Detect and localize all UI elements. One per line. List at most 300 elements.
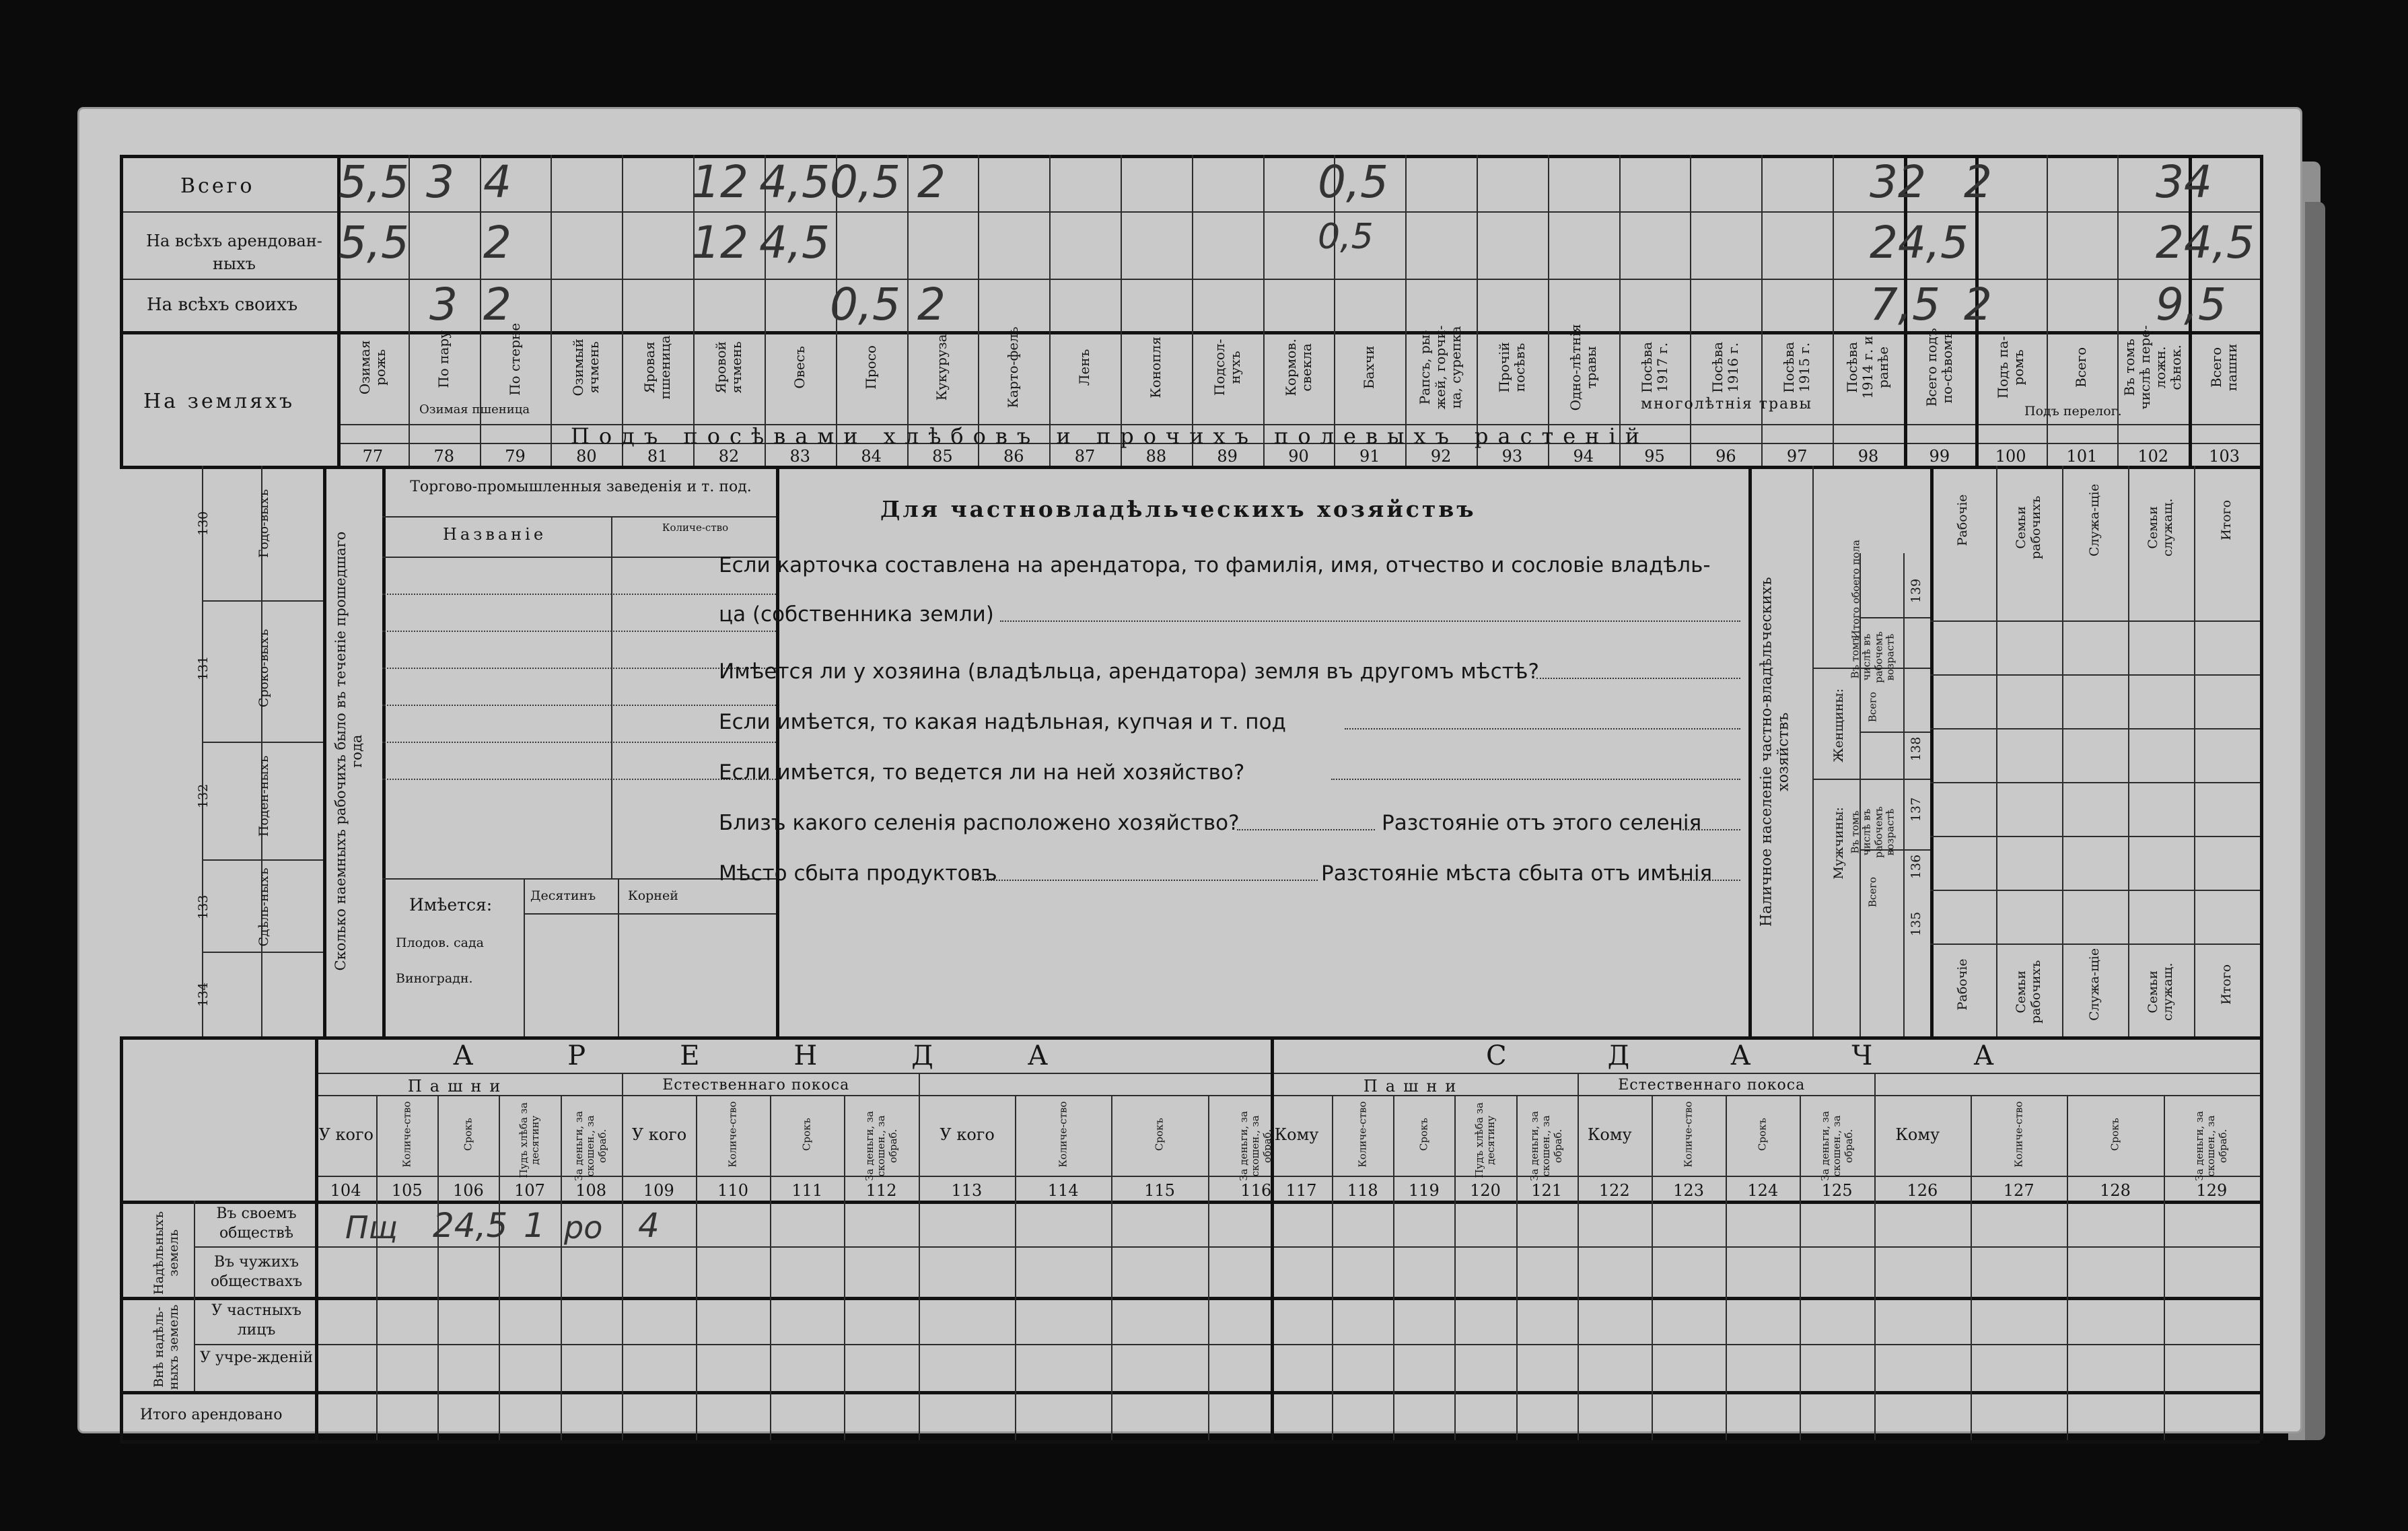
crop-col-divider <box>1192 155 1193 466</box>
bottom-col-num: 111 <box>791 1181 823 1200</box>
mid-col-num-132: 132 <box>196 783 211 809</box>
bottom-col-num: 105 <box>391 1181 423 1200</box>
hw-total-82: 12 <box>692 156 748 208</box>
bottom-col-header: Срокъ <box>462 1118 474 1151</box>
pop-right-row <box>1996 620 2062 622</box>
pop-num-139: 139 <box>1909 578 1924 604</box>
pop-right-row <box>2194 620 2260 622</box>
bottom-sec-divider <box>1874 1073 1876 1440</box>
private-line-7b: Разстоянiе мѣста сбыта отъ имѣнiя <box>1321 861 1713 886</box>
mid-left-col-4 <box>382 466 386 1036</box>
bottom-col-header: Кому <box>1895 1125 1940 1144</box>
pop-right-label-top: Служа-щiе <box>2087 483 2102 557</box>
crop-col-num: 83 <box>789 447 811 466</box>
crop-col-label: Бахчи <box>1361 345 1378 390</box>
crop-col-divider <box>622 155 623 466</box>
trade-title: Торгово-промышленныя заведенiя и т. под. <box>410 478 752 495</box>
pop-right-row <box>2062 782 2128 783</box>
pop-left-border <box>1748 466 1752 1036</box>
bottom-col-header: У кого <box>318 1125 374 1144</box>
pop-col-1 <box>1812 466 1814 1036</box>
bottom-col-num: 125 <box>1821 1181 1853 1200</box>
private-line-7a: Мѣсто сбыта продуктовъ <box>719 861 997 886</box>
pop-right-label-top: Итого <box>2219 499 2234 540</box>
crop-col-num: 98 <box>1857 447 1879 466</box>
bottom-col-header: У кого <box>631 1125 687 1144</box>
crop-col-label: Всего пашни <box>2208 343 2240 392</box>
under-sowing-caption: Подъ посѣвами хлѣбовъ и прочихъ полевыхъ растенiй <box>571 423 1650 449</box>
fill-land-type[interactable] <box>1345 728 1740 729</box>
crop-col-num: 77 <box>362 447 384 466</box>
pop-right-row <box>2194 782 2260 783</box>
crop-col-num: 86 <box>1003 447 1024 466</box>
mid-left-row-2 <box>202 742 323 743</box>
bottom-col-divider <box>1015 1095 1016 1440</box>
bottom-col-num: 119 <box>1408 1181 1440 1200</box>
orchard-head-line <box>524 913 776 915</box>
bottom-col-divider <box>1393 1095 1394 1440</box>
bottom-col-header: Пудъ хлѣба за десятину <box>517 1102 541 1178</box>
pop-right-row <box>2194 943 2260 945</box>
paper-stack-edge-dark <box>2305 202 2325 1440</box>
pop-col-3 <box>1903 553 1905 1036</box>
fill-farming[interactable] <box>1331 779 1740 780</box>
crop-col-divider <box>907 155 909 466</box>
pop-right-row <box>2062 890 2128 891</box>
pop-women-label: Женщины: <box>1831 688 1847 762</box>
fill-village-dist[interactable] <box>1680 829 1740 830</box>
hw-own-84: 0,5 <box>830 279 900 330</box>
bottom-row-3 <box>194 1344 2260 1345</box>
bottom-col-divider <box>437 1095 439 1440</box>
pop-right-label-bottom: Семьи рабочихъ <box>2014 960 2043 1024</box>
bottom-col-header: Пудъ хлѣба за десятину <box>1473 1102 1497 1178</box>
pop-right-divider <box>2062 466 2063 1036</box>
trade-row-3 <box>382 668 776 669</box>
crop-col-label: Озимый ячмень <box>570 339 602 396</box>
crop-col-label: Кормов. свекла <box>1282 339 1314 396</box>
crop-col-label: По пару <box>435 330 452 388</box>
fill-other-land[interactable] <box>1536 678 1740 679</box>
hw-lease-from: Пщ <box>345 1209 398 1246</box>
bottom-row-4 <box>120 1391 2260 1394</box>
right-border <box>2260 155 2263 1184</box>
perennial-caption: многолѣтнiя травы <box>1641 396 1813 413</box>
row-label-on-lands: На земляхъ <box>143 390 295 413</box>
bottom-sec-divider <box>919 1073 920 1440</box>
crop-col-label: Посѣва 1916 г. <box>1709 341 1742 393</box>
bottom-col-divider <box>1332 1095 1333 1440</box>
trade-row-5 <box>382 742 776 743</box>
crop-col-divider <box>2117 155 2119 466</box>
bottom-col-num: 120 <box>1470 1181 1501 1200</box>
row-label-total: Всего <box>180 174 255 198</box>
pop-right-row <box>2194 836 2260 837</box>
hw-total-84: 0,5 <box>830 156 900 208</box>
crop-col-label: Всего подъ по-сѣвомъ <box>1923 328 1955 407</box>
trade-name-header: Названiе <box>443 525 547 544</box>
crop-col-divider <box>1405 155 1407 466</box>
crop-col-num: 88 <box>1145 447 1167 466</box>
crop-col-num: 90 <box>1288 447 1309 466</box>
mid-left-row-4 <box>202 952 323 953</box>
bottom-col-header: За деньги, за скошен., за обраб. <box>2193 1110 2229 1181</box>
bottom-col-header: Количе-ство <box>2012 1101 2025 1168</box>
crop-col-divider <box>1548 155 1549 466</box>
pop-right-row <box>1930 782 1996 783</box>
pop-right-row <box>1930 674 1996 676</box>
pop-right-row <box>1930 620 1996 622</box>
bottom-sec-estest: Естественнаго покоса <box>1618 1077 1806 1094</box>
private-line-6b: Разстоянiе отъ этого селенiя <box>1382 811 1702 835</box>
hw-total-99: 32 <box>1870 156 1926 208</box>
hw-rented-79: 2 <box>483 217 511 269</box>
bottom-col-header: За деньги, за скошен., за обраб. <box>863 1110 899 1181</box>
crop-col-label: Одно-лѣтнiя травы <box>1567 324 1599 411</box>
row-other-society: Въ чужихъ обществахъ <box>210 1254 303 1290</box>
pop-right-row <box>2128 890 2194 891</box>
hw-rented-77: 5,5 <box>339 217 409 269</box>
crop-col-divider <box>1690 155 1691 466</box>
pop-right-row <box>2128 728 2194 729</box>
crop-col-num: 78 <box>433 447 454 466</box>
pop-men-label: Мужчины: <box>1831 807 1847 880</box>
bottom-sec-divider <box>622 1073 623 1440</box>
pop-right-row <box>2062 943 2128 945</box>
private-line-2: ца (собственника земли) <box>719 602 994 627</box>
crop-col-divider <box>1263 155 1265 466</box>
bottom-row-2 <box>120 1297 2260 1300</box>
top-section-bottom <box>120 466 2260 469</box>
bottom-col-divider <box>844 1095 845 1440</box>
bottom-col-divider <box>1208 1095 1209 1440</box>
bottom-col-num: 123 <box>1673 1181 1704 1200</box>
bottom-col-divider <box>1516 1095 1518 1440</box>
bottom-col-num: 128 <box>2100 1181 2131 1200</box>
bottom-col-header: Количе-ство <box>1682 1101 1695 1168</box>
crop-col-label: Подсол-нухъ <box>1211 339 1243 396</box>
pop-right-row <box>2128 674 2194 676</box>
pop-men-working: Въ томъ числѣ въ рабочемъ возрастѣ <box>1849 806 1897 858</box>
pop-right-row <box>1930 943 1996 945</box>
bottom-col-header: Срокъ <box>800 1118 813 1151</box>
crop-col-num: 101 <box>2066 447 2098 466</box>
row-own-society: Въ своемъ обществѣ <box>216 1205 297 1242</box>
row-label-own: На всѣхъ своихъ <box>147 295 298 315</box>
pop-right-row <box>2062 728 2128 729</box>
crop-col-label: Подъ па-ромъ <box>1994 336 2026 399</box>
bottom-col-header: Количе-ство <box>1057 1101 1069 1168</box>
crop-col-divider <box>2047 155 2048 466</box>
trade-qty-header: Количе-ство <box>662 522 729 534</box>
hw-lease-qty: 24,5 <box>433 1206 508 1245</box>
hw-lease-term: 1 <box>524 1206 545 1245</box>
bottom-col-divider <box>770 1095 771 1440</box>
mid-col-label-130: Годо-выхъ <box>256 489 272 559</box>
bottom-col-divider <box>2164 1095 2165 1440</box>
mid-col-num-134: 134 <box>196 982 211 1007</box>
crop-col-label: Посѣва 1917 г. <box>1638 341 1670 393</box>
bottom-head-2 <box>315 1095 2260 1096</box>
orchard-label: Плодов. сада <box>396 935 484 950</box>
pop-right-row <box>1930 728 1996 729</box>
arenda-header: АРЕНДА <box>453 1040 1143 1071</box>
pop-right-row <box>2062 674 2128 676</box>
crop-col-label: Ленъ <box>1076 349 1093 386</box>
bottom-col-num: 126 <box>1907 1181 1938 1200</box>
row-divider-1 <box>120 211 2260 213</box>
bottom-col-num: 129 <box>2196 1181 2228 1200</box>
population-title: Наличное населенiе частно-владѣльческихъ хозяйствъ <box>1758 577 1792 927</box>
bottom-col-header: Срокъ <box>1417 1118 1430 1151</box>
crop-col-num: 85 <box>932 447 953 466</box>
pop-num-137: 137 <box>1909 797 1924 822</box>
pop-right-label-bottom: Служа-щiе <box>2087 948 2102 1021</box>
crop-col-divider <box>480 155 481 466</box>
row-label-rented: На всѣхъ арендован-ныхъ <box>146 232 322 273</box>
orchard-has-label: Имѣется: <box>409 895 493 915</box>
hw-total-78: 3 <box>426 156 454 208</box>
pop-right-divider <box>2128 466 2129 1036</box>
crop-col-label: Посѣва 1914 г. и ранѣе <box>1844 336 1892 399</box>
fill-market-dist[interactable] <box>1680 880 1740 881</box>
private-line-1: Если карточка составлена на арендатора, то фамилiя, имя, отчество и сословiе владѣль- <box>719 553 1711 577</box>
private-line-5: Если имѣется, то ведется ли на ней хозяйство? <box>719 760 1245 785</box>
crop-col-num: 100 <box>1995 447 2026 466</box>
pop-right-label-bottom: Семьи служащ. <box>2146 962 2175 1022</box>
trade-row-4 <box>382 705 776 706</box>
crop-col-num: 91 <box>1359 447 1380 466</box>
crop-col-num: 99 <box>1929 447 1950 466</box>
bottom-col-num: 118 <box>1347 1181 1378 1200</box>
bottom-group-col <box>194 1201 195 1391</box>
bottom-col-header: За деньги, за скошен., за обраб. <box>1818 1110 1855 1181</box>
pop-overall: Итого обоего пола <box>1849 540 1862 639</box>
crop-col-num: 96 <box>1715 447 1736 466</box>
mid-col-label-131: Сроко-выхъ <box>256 629 272 708</box>
crop-col-divider <box>551 155 552 466</box>
hw-own-85: 2 <box>917 279 946 330</box>
mid-left-row-1 <box>202 600 323 602</box>
bottom-col-header: У кого <box>940 1125 995 1144</box>
bottom-sec-estest: Естественнаго покоса <box>662 1077 850 1094</box>
fallow-caption: Подъ перелог. <box>2024 404 2122 419</box>
hw-rented-103: 24,5 <box>2156 217 2255 269</box>
crop-col-num: 87 <box>1074 447 1096 466</box>
pop-right-row <box>2128 782 2194 783</box>
bottom-col-num: 112 <box>865 1181 897 1200</box>
crop-col-num: 79 <box>505 447 526 466</box>
crop-col-num: 97 <box>1786 447 1808 466</box>
bottom-col-divider <box>561 1095 562 1440</box>
hw-lease-money: 4 <box>638 1206 660 1245</box>
bottom-col-header: Срокъ <box>1153 1118 1166 1151</box>
pop-row-4 <box>1812 779 1930 780</box>
trade-qty-col <box>611 516 612 878</box>
crop-col-num: 89 <box>1217 447 1238 466</box>
bottom-data-top <box>120 1201 2260 1204</box>
pop-right-row <box>2128 620 2194 622</box>
bottom-sec-divider <box>1271 1036 1274 1440</box>
fill-village[interactable] <box>1237 829 1375 830</box>
hw-rented-91: 0,5 <box>1318 217 1374 257</box>
hw-rented-99: 24,5 <box>1870 217 1969 269</box>
crop-col-num: 94 <box>1573 447 1594 466</box>
pop-women-working: Въ томъ числѣ въ рабочемъ возрастѣ <box>1849 631 1897 683</box>
hw-own-103: 9,5 <box>2156 279 2226 330</box>
crop-col-divider <box>1761 155 1763 466</box>
bottom-col-header: Срокъ <box>2109 1118 2121 1151</box>
winter-wheat-caption: Озимая пшеница <box>419 402 530 417</box>
private-line-6a: Близъ какого селенiя расположено хозяйство? <box>719 811 1240 835</box>
crop-col-divider <box>1833 155 1834 466</box>
pop-right-row <box>2194 890 2260 891</box>
row-total-rented: Итого арендовано <box>140 1407 283 1423</box>
bottom-sec-divider <box>315 1036 318 1440</box>
crop-col-num: 93 <box>1501 447 1523 466</box>
pop-right-row <box>2128 943 2194 945</box>
bottom-col-divider <box>376 1095 378 1440</box>
crop-col-label: Конопля <box>1147 336 1164 398</box>
mid-col-num-131: 131 <box>196 655 211 681</box>
bottom-col-divider <box>1111 1095 1112 1440</box>
bottom-col-header: За деньги, за скошен., за обраб. <box>573 1110 608 1181</box>
bottom-row-1 <box>194 1246 2260 1248</box>
pop-right-row <box>1996 674 2062 676</box>
crop-col-label: Яровая пшеница <box>641 335 674 400</box>
crop-col-label: По стерне <box>507 322 524 396</box>
bottom-col-num: 104 <box>330 1181 361 1200</box>
bottom-col-num: 106 <box>452 1181 484 1200</box>
pop-right-row <box>1996 836 2062 837</box>
crop-col-label: Въ томъ числѣ пере-ложн. сѣнок. <box>2121 325 2185 410</box>
mid-col-label-132: Поден-ныхъ <box>256 755 272 837</box>
bottom-col-divider <box>2067 1095 2068 1440</box>
crop-col-divider <box>1619 155 1621 466</box>
crop-col-divider <box>1121 155 1122 466</box>
trade-row-6 <box>382 779 776 780</box>
bottom-col-num: 121 <box>1531 1181 1563 1200</box>
pop-men-total: Всего <box>1866 877 1879 908</box>
vne-group-label: Внѣ надѣль-ныхъ земель <box>151 1304 181 1390</box>
bottom-col-header: Срокъ <box>1756 1118 1769 1151</box>
pop-row-1 <box>1860 617 1930 618</box>
row-private-persons: У частныхъ лицъ <box>211 1302 302 1339</box>
bottom-col-num: 108 <box>575 1181 607 1200</box>
pop-women-total: Всего <box>1866 692 1879 723</box>
pop-right-row <box>1996 782 2062 783</box>
pop-num-136: 136 <box>1909 854 1924 880</box>
mid-left-col-3 <box>323 466 326 1036</box>
bottom-col-num: 122 <box>1598 1181 1630 1200</box>
trade-row-1 <box>382 594 776 595</box>
pop-right-row <box>2062 836 2128 837</box>
pop-right-row <box>2194 674 2260 676</box>
bottom-left-border <box>120 1036 123 1440</box>
orchard-col-2 <box>618 878 619 1036</box>
crop-col-num: 82 <box>718 447 740 466</box>
hw-own-100: 2 <box>1964 279 1992 330</box>
private-line-4: Если имѣется, то какая надѣльная, купчая и т. под <box>719 710 1286 734</box>
mid-col-num-133: 133 <box>196 894 211 920</box>
private-title: Для частновладѣльческихъ хозяйствъ <box>880 496 1477 522</box>
bottom-col-header: За деньги, за скошен., за обраб. <box>1528 1110 1564 1181</box>
hw-rented-83: 4,5 <box>759 217 830 269</box>
bottom-col-header: Количе-ство <box>1356 1101 1369 1168</box>
bottom-top-border <box>120 1036 2260 1040</box>
crop-col-label: Посѣва 1915 г. <box>1781 341 1813 393</box>
pop-right-row <box>1996 728 2062 729</box>
bottom-col-header: За деньги, за скошен., за обраб. <box>1238 1110 1273 1181</box>
crop-col-num: 102 <box>2137 447 2169 466</box>
bottom-col-header: Кому <box>1587 1125 1632 1144</box>
crop-col-num: 92 <box>1430 447 1452 466</box>
pop-right-row <box>1996 943 2062 945</box>
orchard-roots-header: Корней <box>628 888 678 903</box>
crop-col-divider <box>1049 155 1051 466</box>
mid-col-label-133: Сдѣль-ныхъ <box>256 867 272 947</box>
hw-total-100: 2 <box>1964 156 1992 208</box>
bottom-col-num: 116 <box>1240 1181 1272 1200</box>
orchard-col-1 <box>524 878 525 1036</box>
crop-col-num: 84 <box>861 447 882 466</box>
private-line-3: Имѣется ли у хозяина (владѣльца, арендатора) земля въ другомъ мѣстѣ? <box>719 660 1539 684</box>
pop-right-label-bottom: Итого <box>2219 964 2234 1005</box>
pop-right-row <box>1930 890 1996 891</box>
pop-right-label-top: Семьи служащ. <box>2146 498 2175 557</box>
crop-col-label: Карто-фель <box>1005 326 1022 408</box>
crop-col-label: Овесъ <box>791 346 808 389</box>
pop-num-135: 135 <box>1909 911 1924 937</box>
bottom-col-divider <box>499 1095 500 1440</box>
hw-own-78: 3 <box>429 279 458 330</box>
crop-col-label: Рапсъ, ры-жей, горчи-ца, сурепка <box>1417 325 1464 410</box>
pop-right-label-bottom: Рабочiе <box>1955 958 1971 1011</box>
pop-num-138: 138 <box>1909 736 1924 762</box>
hired-workers-label: Сколько наемныхъ рабочихъ было въ теченiе прошедшаго года <box>332 531 365 971</box>
pop-right-row <box>1996 890 2062 891</box>
bottom-col-divider <box>1800 1095 1801 1440</box>
fill-owner[interactable] <box>1000 620 1740 622</box>
fill-market[interactable] <box>975 880 1318 881</box>
crop-col-label: Яровой ячмень <box>712 341 744 394</box>
bottom-col-divider <box>1454 1095 1456 1440</box>
mid-left-row-3 <box>202 859 323 861</box>
crop-col-num: 103 <box>2209 447 2240 466</box>
bottom-col-num: 117 <box>1285 1181 1317 1200</box>
pop-right-label-top: Семьи рабочихъ <box>2014 495 2043 560</box>
bottom-col-divider <box>1726 1095 1727 1440</box>
bottom-right-border <box>2260 1036 2263 1440</box>
bottom-border <box>120 1440 2260 1444</box>
pop-right-row <box>2062 620 2128 622</box>
bottom-col-header: Количе-ство <box>726 1101 739 1168</box>
bottom-col-divider <box>696 1095 697 1440</box>
nadel-group-label: Надѣльныхъ земель <box>151 1211 181 1295</box>
crop-col-label: Кукуруза <box>933 334 950 401</box>
crop-col-label: Прочiй посѣвъ <box>1495 342 1528 393</box>
bottom-col-header: Кому <box>1274 1125 1319 1144</box>
trade-head-line <box>382 557 776 558</box>
bottom-sec-pashni: Пашни <box>407 1077 509 1096</box>
crop-col-num: 81 <box>647 447 668 466</box>
bottom-col-num: 113 <box>951 1181 983 1200</box>
bottom-col-num: 124 <box>1747 1181 1779 1200</box>
bottom-col-divider <box>1652 1095 1653 1440</box>
trade-title-line <box>382 516 776 518</box>
hw-total-91: 0,5 <box>1318 156 1388 208</box>
trade-right-border <box>776 466 779 1036</box>
